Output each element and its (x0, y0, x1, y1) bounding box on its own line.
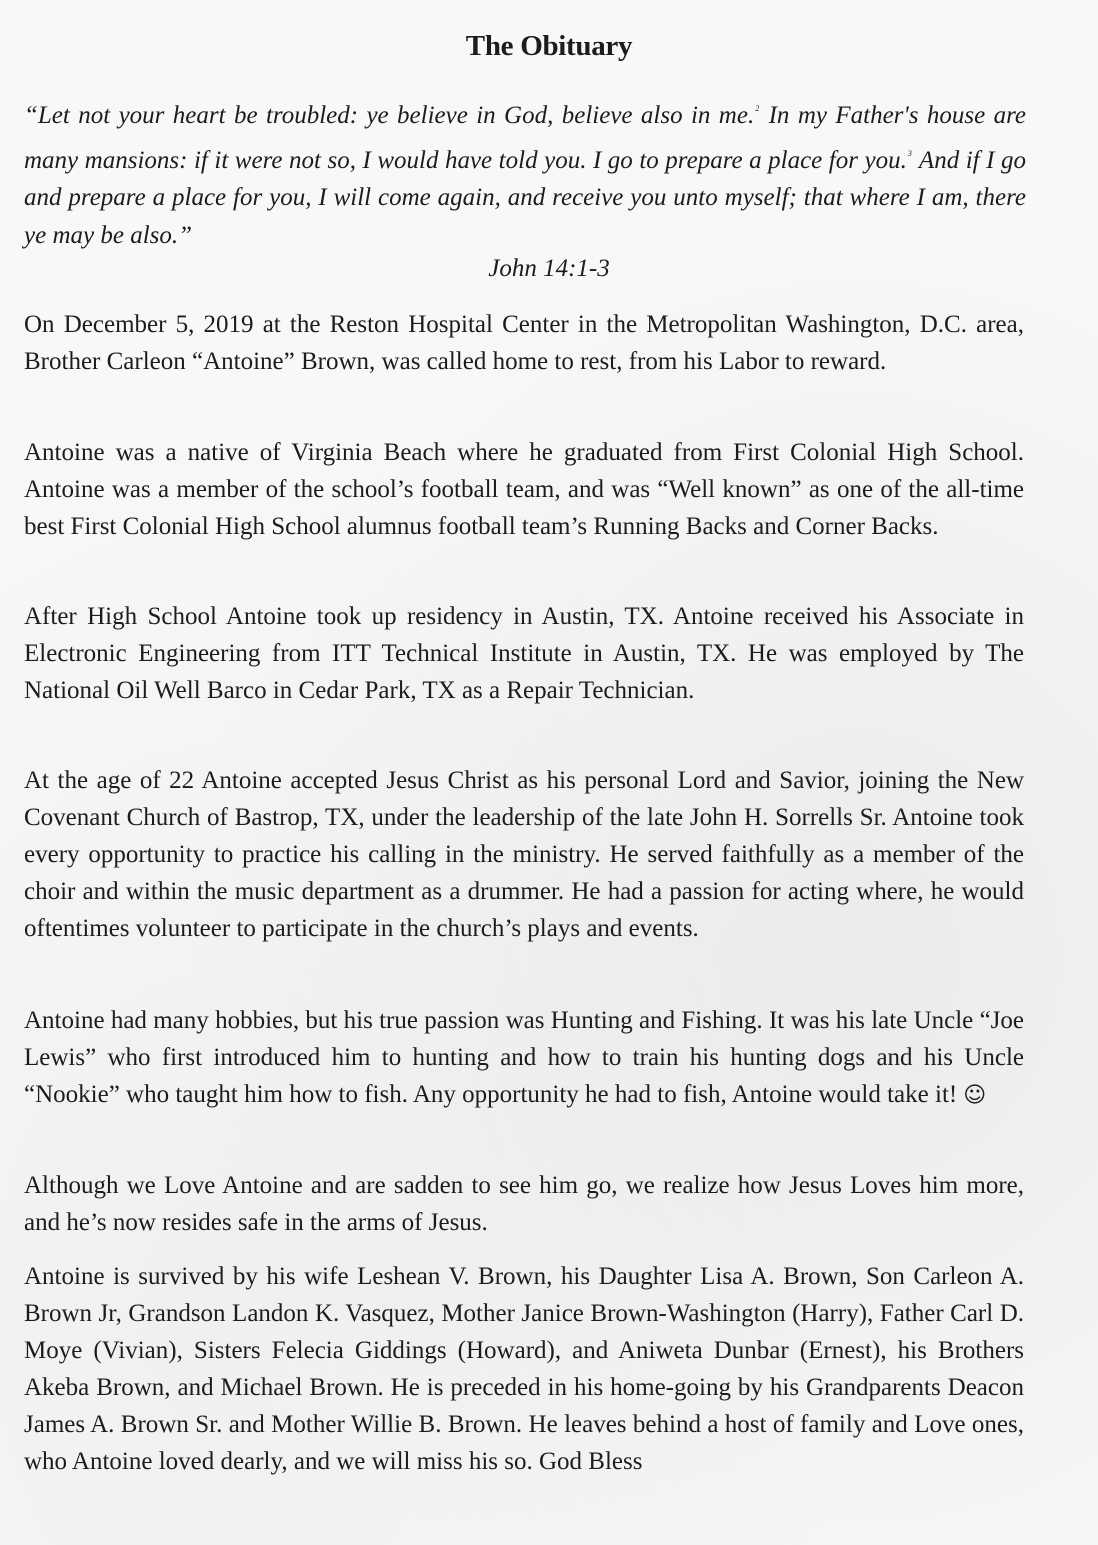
paragraph-passing: On December 5, 2019 at the Reston Hospital Center in the Metropolitan Washington, D.C. area, Brother Carleon “Antoine” Brown, was called home to rest, from his Labor to reward. (24, 311, 1024, 375)
paragraph-early-life: Antoine was a native of Virginia Beach where he graduated from First Colonial High School. Antoine was a member of the school’s football team, and was “Well known” as one of the all-time best First Colonial High School alumnus football team’s Running Backs and Corner Backs. (24, 439, 1024, 540)
smiley-icon: ☺ (963, 1083, 987, 1108)
paragraph-faith: At the age of 22 Antoine accepted Jesus Christ as his personal Lord and Savior, joining the New Covenant Church of Bastrop, TX, under the leadership of the late John H. Sorrells Sr. Antoine took every opportunity to practice his calling in the ministry. He served faithfully as a member of the choir and within the music department as a drummer. He had a passion for acting where, he would oftentimes volunteer to participate in the church’s plays and events. (24, 767, 1024, 942)
paragraph-survivors: Antoine is survived by his wife Leshean V. Brown, his Daughter Lisa A. Brown, Son Carleon A. Brown Jr, Grandson Landon K. Vasquez, Mother Janice Brown-Washington (Harry), Father Carl D. Moye (Vivian), Sisters Felecia Giddings (Howard), and Aniweta Dunbar (Ernest), his Brothers Akeba Brown, and Michael Brown. He is preceded in his home-going by his Grandparents Deacon James A. Brown Sr. and Mother Willie B. Brown. He leaves behind a host of family and Love ones, who Antoine loved dearly, and we will miss his so. God Bless (24, 1263, 1024, 1475)
scripture-reference: John 14:1-3 (488, 255, 610, 282)
verse-marker-2: 2 (755, 104, 760, 113)
verse-marker-3: 3 (907, 148, 912, 158)
verse-part-2: In my Father's house are many mansions: if it were not so, I would have told you. I go to prepare a place for you. (24, 102, 1026, 174)
paragraph-farewell: Although we Love Antoine and are sadden to see him go, we realize how Jesus Loves him more, and he’s now resides safe in the arms of Jesus. (24, 1172, 1024, 1236)
verse-part-3: And if I go and prepare a place for you, I will come again, and receive you unto myself; that where I am, there ye may be also.” (24, 146, 1026, 249)
hobbies-text: Antoine had many hobbies, but his true passion was Hunting and Fishing. It was his late Uncle “Joe Lewis” who first introduced him to hunting and how to train his hunting dogs and his Uncle “Nookie” who taught him how to fish. Any opportunity he had to fish, Antoine would take it! (24, 1007, 1024, 1108)
page-title: The Obituary (465, 30, 633, 62)
paragraph-career: After High School Antoine took up residency in Austin, TX. Antoine received his Associate in Electronic Engineering from ITT Technical Institute in Austin, TX. He was employed by The National Oil Well Barco in Cedar Park, TX as a Repair Technician. (24, 603, 1024, 704)
paragraph-hobbies (24, 1002, 1024, 1114)
verse-part-1: “Let not your heart be troubled: ye believe in God, believe also in me. (24, 102, 755, 129)
scripture-quote (24, 90, 1026, 254)
